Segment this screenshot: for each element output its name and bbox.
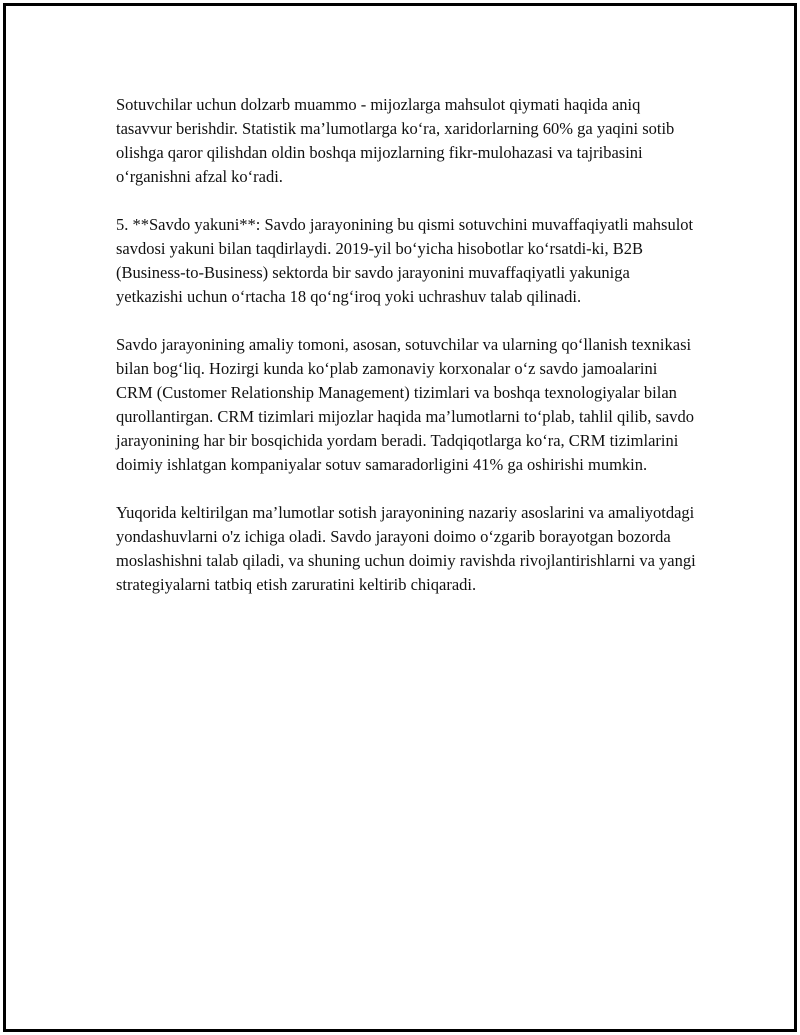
document-body [116, 93, 696, 621]
paragraph-intro: Sotuvchilar uchun dolzarb muammo - mijozlarga mahsulot qiymati haqida aniq tasavvur berishdir. Statistik ma’lumotlarga ko‘ra, xaridorlarning 60% ga yaqini sotib olishga qaror qilishdan oldin boshqa mijozlarning fikr-mulohazasi va tajribasini o‘rganishni afzal ko‘radi. [116, 95, 675, 186]
paragraph-practical-side: Savdo jarayonining amaliy tomoni, asosan, sotuvchilar va ularning qo‘llanish texnikasi bilan bog‘liq. Hozirgi kunda ko‘plab zamonaviy korxonalar o‘z savdo jamoalarini CRM (Customer Relationship Management) tizimlari va boshqa texnologiyalar bilan qurollantirgan. CRM tizimlari mijozlar haqida ma’lumotlarni to‘plab, tahlil qilib, savdo jarayonining har bir bosqichida yordam beradi. Tadqiqotlarga ko‘ra, CRM tizimlarini doimiy ishlatgan kompaniyalar sotuv samaradorligini 41% ga oshirishi mumkin. [116, 335, 694, 474]
paragraph-conclusion: Yuqorida keltirilgan ma’lumotlar sotish jarayonining nazariy asoslarini va amaliyotdagi yondashuvlarni o'z ichiga oladi. Savdo jarayoni doimo o‘zgarib borayotgan bozorda moslashishni talab qiladi, va shuning uchun doimiy ravishda rivojlantirishlarni va yangi strategiyalarni tatbiq etish zaruratini keltirib chiqaradi. [116, 503, 696, 594]
paragraph-sales-closing: 5. **Savdo yakuni**: Savdo jarayonining bu qismi sotuvchini muvaffaqiyatli mahsulot savdosi yakuni bilan taqdirlaydi. 2019-yil bo‘yicha hisobotlar ko‘rsatdi-ki, B2B (Business-to-Business) sektorda bir savdo jarayonini muvaffaqiyatli yakuniga yetkazishi uchun o‘rtacha 18 qo‘ng‘iroq yoki uchrashuv talab qilinadi. [116, 215, 694, 306]
